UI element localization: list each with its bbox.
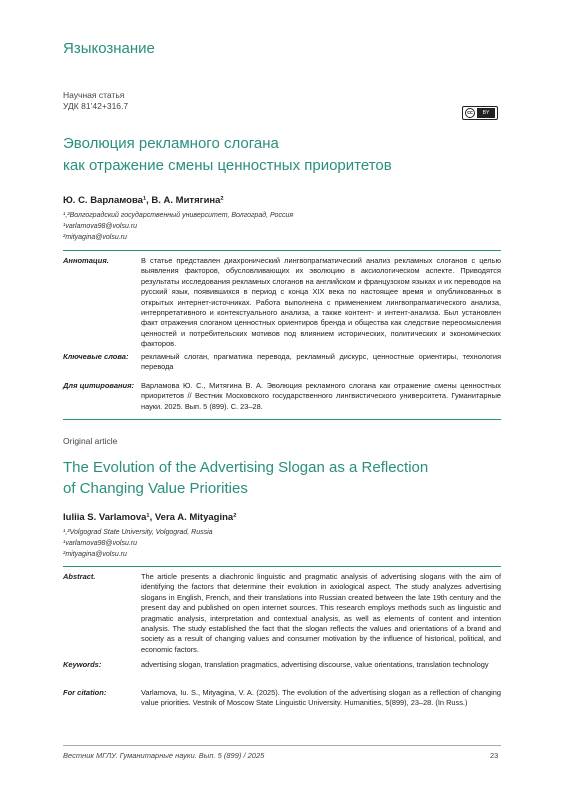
en-affiliation: ¹,²Volgograd State University, Volgograd, Russia xyxy=(63,529,213,536)
cc-license-badge[interactable] xyxy=(462,106,498,120)
ru-email-1[interactable]: ¹varlamova98@volsu.ru xyxy=(63,223,138,230)
en-keywords-label: Keywords: xyxy=(63,660,102,669)
page-number: 23 xyxy=(490,751,499,760)
divider xyxy=(63,419,501,420)
en-authors: Iuliia S. Varlamova¹, Vera A. Mityagina² xyxy=(63,512,237,523)
en-citation-label: For citation: xyxy=(63,688,107,697)
article-type: Научная статья xyxy=(63,90,125,100)
ru-citation: Варламова Ю. С., Митягина В. А. Эволюция рекламного слогана как отражение смены ценностных приоритетов // Вестник Московского государственного лингвистического университета. Гуманитарные науки. 2025. Вып. 5 (899). С. 23–28. xyxy=(141,381,501,411)
ru-abstract: В статье представлен диахронический лингвопрагматический анализ рекламных слоганов с целью выявления факторов, обусловливающих их эволюцию в аксиологическом аспекте. Приводятся результаты исследования рекламных слоганов на английском и французском языках и их переводов на русский язык, появившихся в период с конца XIX века по настоящее время и опубликованных в открытых интернет-источниках. Работа выполнена с применением лингвопрагматического анализа, интерпретативного и контекстуального анализа, а также контент- и интент-анализа. Был установлен факт отражения слоганом ценностных ориентиров бренда и общества как следствие переосмысления ценностей и потребительских мотивов под влиянием исторических, политических и экономических факторов. xyxy=(141,256,501,349)
en-keywords: advertising slogan, translation pragmatics, advertising discourse, value orientations, translation technology xyxy=(141,660,489,669)
en-email-2[interactable]: ²mityagina@volsu.ru xyxy=(63,551,127,558)
ru-email-2[interactable]: ²mityagina@volsu.ru xyxy=(63,234,127,241)
en-citation: Varlamova, Iu. S., Mityagina, V. A. (2025). The evolution of the advertising slogan as a reflection of changing value priorities. Vestnik of Moscow State Linguistic University. Humanities, 5(899), 23–28. (In Russ.) xyxy=(141,688,501,708)
ru-title-line-2: как отражение смены ценностных приоритетов xyxy=(63,157,392,174)
en-abstract: The article presents a diachronic linguistic and pragmatic analysis of advertising slogans with the aim of identifying the factors that determine their evolution in axiological aspect. The study analyzes advertising slogans in English, French, and their translations into Russian created between the late 19th century and the present day and published on open internet sources. This research employs methods such as linguistic and pragmatic analysis, interpretation and contextual analysis, as well as elements of content and intention analysis. The study established the fact that the slogan reflects the values and orientations of a brand and society as a result of changing values and consumer motivation by the influence of historical, political, and economic factors. xyxy=(141,572,501,654)
ru-keywords: рекламный слоган, прагматика перевода, рекламный дискурс, ценностные ориентиры, технология перевода xyxy=(141,352,501,372)
cc-icon: cc xyxy=(465,108,475,118)
ru-abstract-label: Аннотация. xyxy=(63,256,109,265)
ru-title-line-1: Эволюция рекламного слогана xyxy=(63,135,279,152)
ru-keywords-label: Ключевые слова: xyxy=(63,352,129,361)
udc-code: УДК 81’42+316.7 xyxy=(63,101,129,111)
ru-citation-label: Для цитирования: xyxy=(63,381,135,390)
article-type-en: Original article xyxy=(63,436,118,446)
divider xyxy=(63,250,501,251)
en-title-line-2: of Changing Value Priorities xyxy=(63,480,248,497)
en-email-1[interactable]: ¹varlamova98@volsu.ru xyxy=(63,540,138,547)
en-title-line-1: The Evolution of the Advertising Slogan as a Reflection xyxy=(63,459,429,476)
section-heading: Языкознание xyxy=(63,40,155,57)
divider xyxy=(63,566,501,567)
en-abstract-label: Abstract. xyxy=(63,572,96,581)
by-icon: BY xyxy=(477,108,495,118)
footer-journal: Вестник МГЛУ. Гуманитарные науки. Вып. 5 (899) / 2025 xyxy=(63,751,265,760)
ru-authors: Ю. С. Варламова¹, В. А. Митягина² xyxy=(63,195,224,206)
footer-divider xyxy=(63,745,501,746)
ru-affiliation: ¹,²Волгоградский государственный университет, Волгоград, Россия xyxy=(63,212,294,219)
